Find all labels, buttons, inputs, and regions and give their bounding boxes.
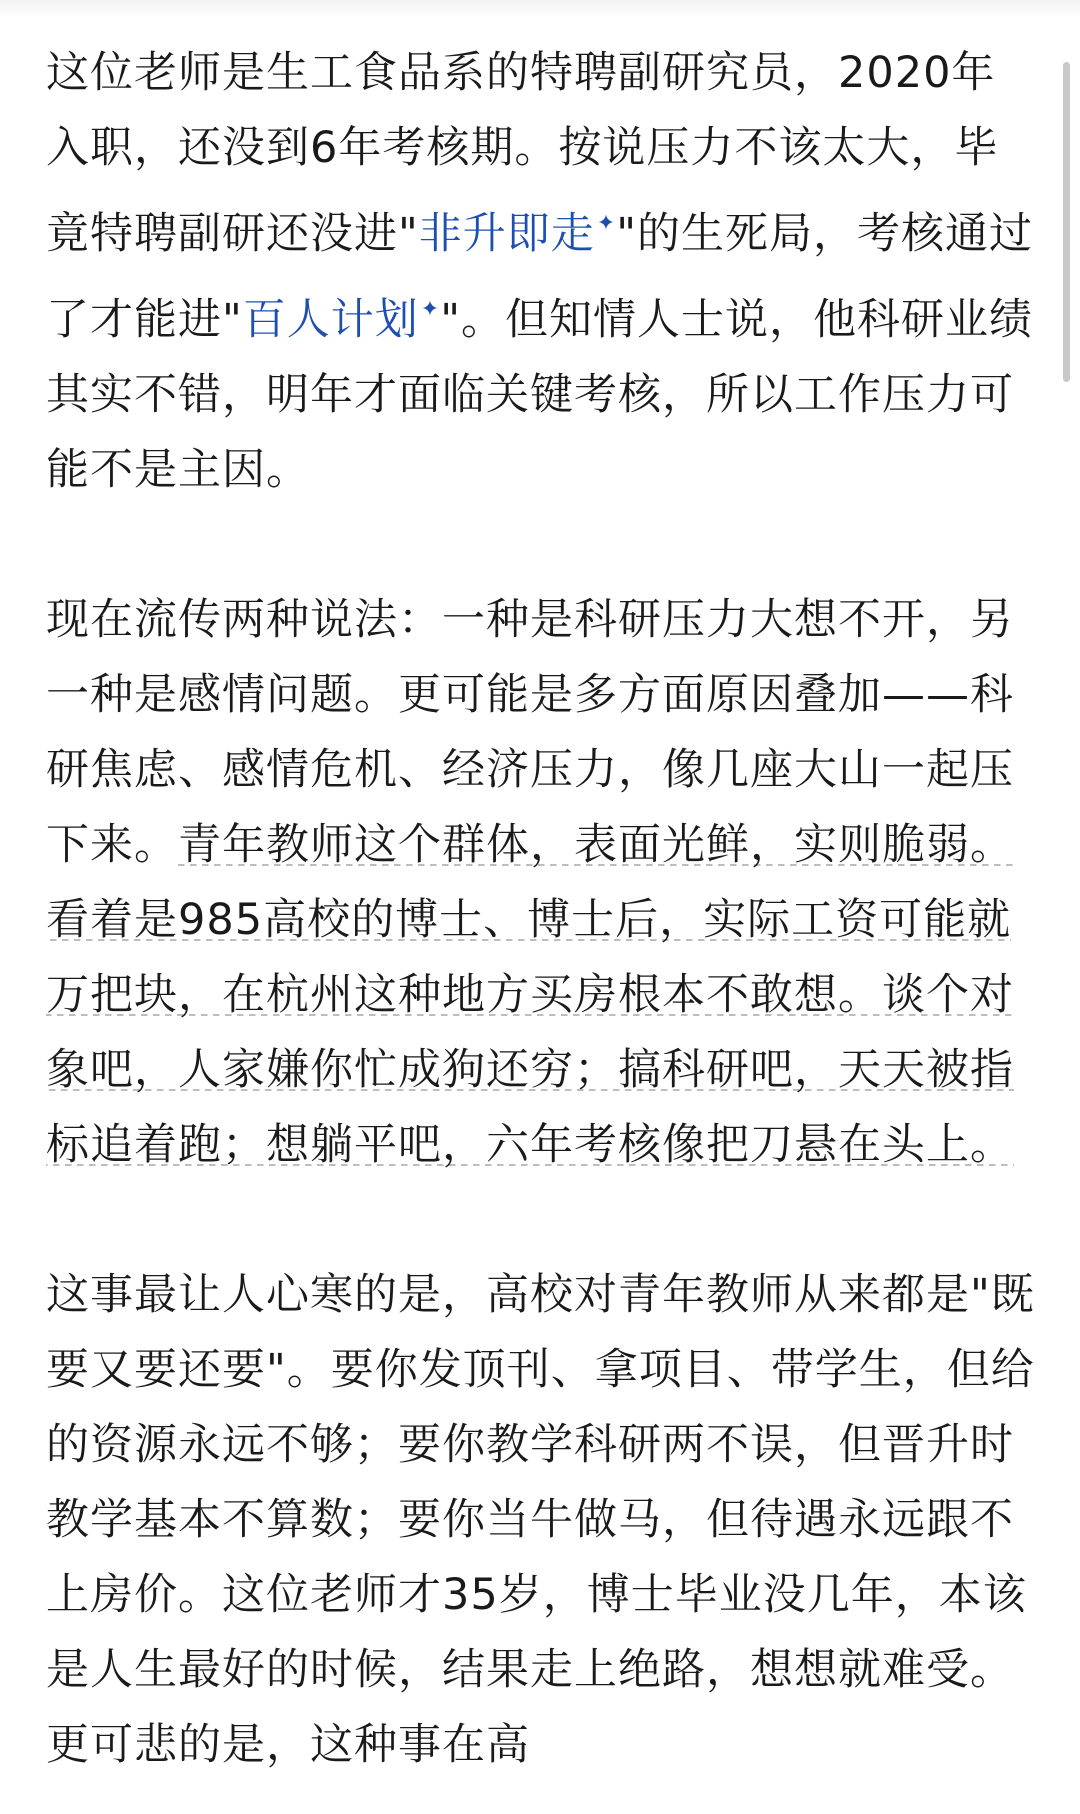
paragraph-1	[46, 36, 1036, 508]
paragraph-1-text-b: "的生死局，考核通过了才能进"	[46, 209, 1033, 345]
scrollbar-thumb[interactable]	[1063, 62, 1070, 382]
paragraph-2-text-a: 现在流传两种说法：一种是科研压力大想不开，另一种是感情问题。更可能是多方面原因叠加——科研焦虑、感情危机、经济压力，像几座大山一起压下来。	[46, 595, 1014, 870]
link-fei-sheng-ji-zou-label: 非升即走	[418, 209, 595, 259]
paragraph-3-text-a: 这事最让人心寒的是，高校对青年教师从来都是"既要又要还要"。要你发顶刊、拿项目、带学生，但给的资源永远不够；要你教学科研两不误，但晋升时教学基本不算数；要你当牛做马，但待遇永远跟不上房价。这位老师才35岁，博士毕业没几年，本该是人生最好的时候，结果走上绝路，想想就难受。更可悲的是，这种事在高	[46, 1270, 1035, 1770]
article-body	[46, 36, 1036, 1783]
paragraph-2	[46, 583, 1036, 1183]
sparkle-icon: ✦	[596, 211, 617, 236]
sparkle-icon: ✦	[420, 297, 441, 322]
highlighted-quote[interactable]: 青年教师这个群体，表面光鲜，实则脆弱。看着是985高校的博士、博士后，实际工资可能就万把块，在杭州这种地方买房根本不敢想。谈个对象吧，人家嫌你忙成狗还穷；搞科研吧，天天被指标追着跑；想躺平吧，六年考核像把刀悬在头上。	[46, 820, 1014, 1170]
top-fade	[0, 0, 1080, 18]
paragraph-1-text-c: "。但知情人士说，他科研业绩其实不错，明年才面临关键考核，所以工作压力可能不是主因。	[46, 295, 1033, 495]
link-fei-sheng-ji-zou[interactable]	[419, 209, 616, 259]
link-bai-ren-ji-hua[interactable]	[243, 295, 440, 345]
paragraph-1-text-a: 这位老师是生工食品系的特聘副研究员，2020年入职，还没到6年考核期。按说压力不该太大，毕竟特聘副研还没进"	[46, 48, 999, 259]
link-bai-ren-ji-hua-label: 百人计划	[242, 295, 419, 345]
paragraph-3	[46, 1258, 1036, 1783]
